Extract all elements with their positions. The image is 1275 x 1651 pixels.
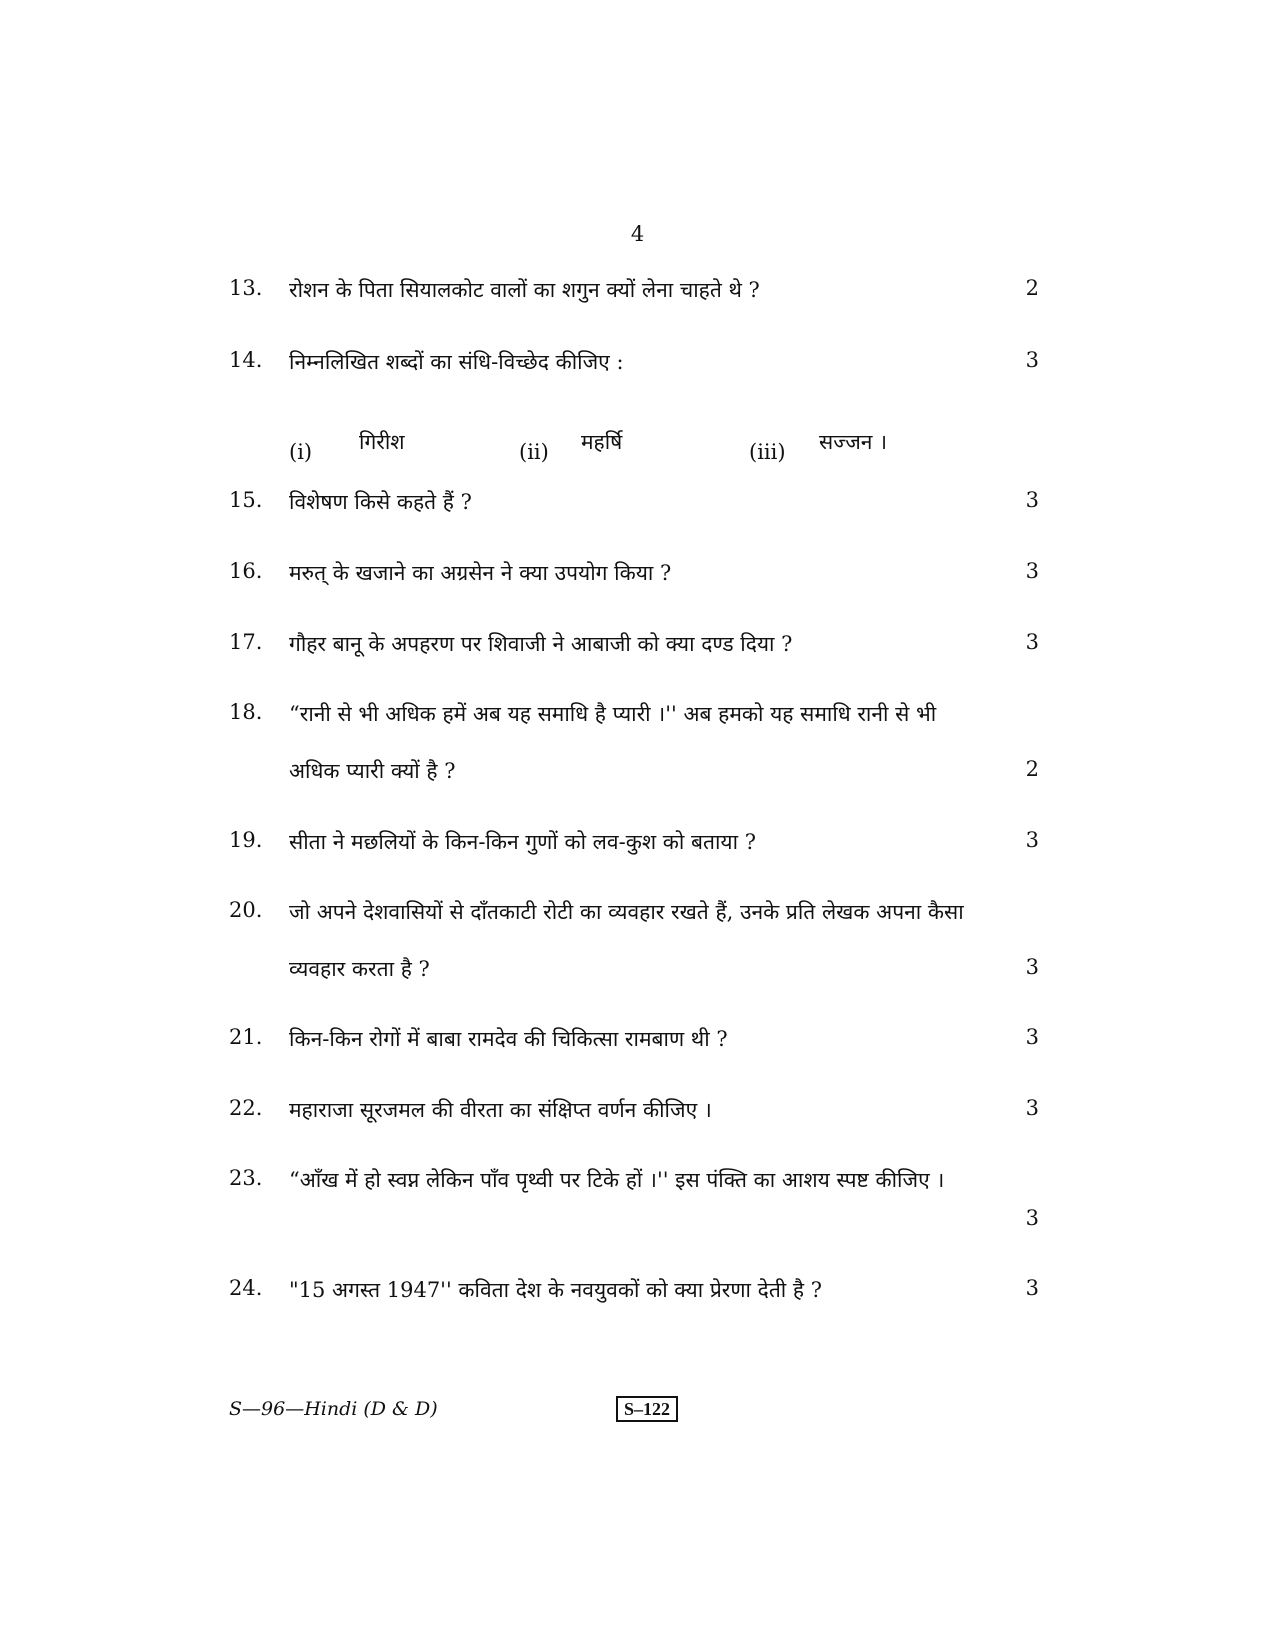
- question-number: 19.: [229, 828, 263, 852]
- question-number: 13.: [229, 276, 263, 300]
- option-word: महर्षि: [581, 430, 623, 454]
- question-number: 21.: [229, 1025, 263, 1049]
- paper-code-box: S–122: [616, 1396, 678, 1422]
- question-text-continued: अधिक प्यारी क्यों है ?: [289, 759, 456, 783]
- page-number: 4: [630, 222, 645, 246]
- question-number: 14.: [229, 348, 263, 372]
- question-marks: 3: [1025, 1206, 1039, 1230]
- question-text: "15 अगस्त 1947'' कविता देश के नवयुवकों को क्या प्रेरणा देती है ?: [289, 1278, 822, 1302]
- question-number: 18.: [229, 700, 263, 724]
- question-text: “रानी से भी अधिक हमें अब यह समाधि है प्यारी ।'' अब हमको यह समाधि रानी से भी: [289, 702, 937, 726]
- question-text: जो अपने देशवासियों से दाँतकाटी रोटी का व्यवहार रखते हैं, उनके प्रति लेखक अपना कैसा: [289, 900, 964, 924]
- question-text: रोशन के पिता सियालकोट वालों का शगुन क्यों लेना चाहते थे ?: [289, 278, 760, 302]
- option-label: (ii): [519, 440, 549, 464]
- question-marks: 3: [1025, 1276, 1039, 1300]
- question-text: मरुत् के खजाने का अग्रसेन ने क्या उपयोग किया ?: [289, 561, 672, 585]
- question-number: 22.: [229, 1096, 263, 1120]
- option-word: गिरीश: [359, 430, 405, 454]
- option-word: सज्जन ।: [819, 430, 888, 454]
- question-marks: 3: [1025, 348, 1039, 372]
- question-text: “आँख में हो स्वप्न लेकिन पाँव पृथ्वी पर टिके हों ।'' इस पंक्ति का आशय स्पष्ट कीजिए ।: [289, 1168, 945, 1192]
- question-number: 15.: [229, 488, 263, 512]
- option-label: (iii): [749, 440, 786, 464]
- question-text: किन-किन रोगों में बाबा रामदेव की चिकित्सा रामबाण थी ?: [289, 1027, 728, 1051]
- paper-identifier: S—96—Hindi (D & D): [229, 1398, 438, 1420]
- question-text: निम्नलिखित शब्दों का संधि-विच्छेद कीजिए :: [289, 350, 624, 374]
- question-text: गौहर बानू के अपहरण पर शिवाजी ने आबाजी को क्या दण्ड दिया ?: [289, 632, 793, 656]
- question-number: 16.: [229, 559, 263, 583]
- question-marks: 3: [1025, 559, 1039, 583]
- question-marks: 3: [1025, 1096, 1039, 1120]
- question-text: विशेषण किसे कहते हैं ?: [289, 490, 472, 514]
- question-text-continued: व्यवहार करता है ?: [289, 957, 430, 981]
- question-number: 20.: [229, 898, 263, 922]
- question-marks: 3: [1025, 1025, 1039, 1049]
- question-marks: 3: [1025, 828, 1039, 852]
- question-number: 23.: [229, 1166, 263, 1190]
- question-number: 24.: [229, 1276, 263, 1300]
- question-marks: 3: [1025, 488, 1039, 512]
- question-marks: 2: [1025, 757, 1039, 781]
- question-text: महाराजा सूरजमल की वीरता का संक्षिप्त वर्णन कीजिए ।: [289, 1098, 712, 1122]
- option-label: (i): [289, 440, 313, 464]
- question-marks: 3: [1025, 630, 1039, 654]
- question-marks: 2: [1025, 276, 1039, 300]
- question-text: सीता ने मछलियों के किन-किन गुणों को लव-कुश को बताया ?: [289, 830, 756, 854]
- question-marks: 3: [1025, 955, 1039, 979]
- question-number: 17.: [229, 630, 263, 654]
